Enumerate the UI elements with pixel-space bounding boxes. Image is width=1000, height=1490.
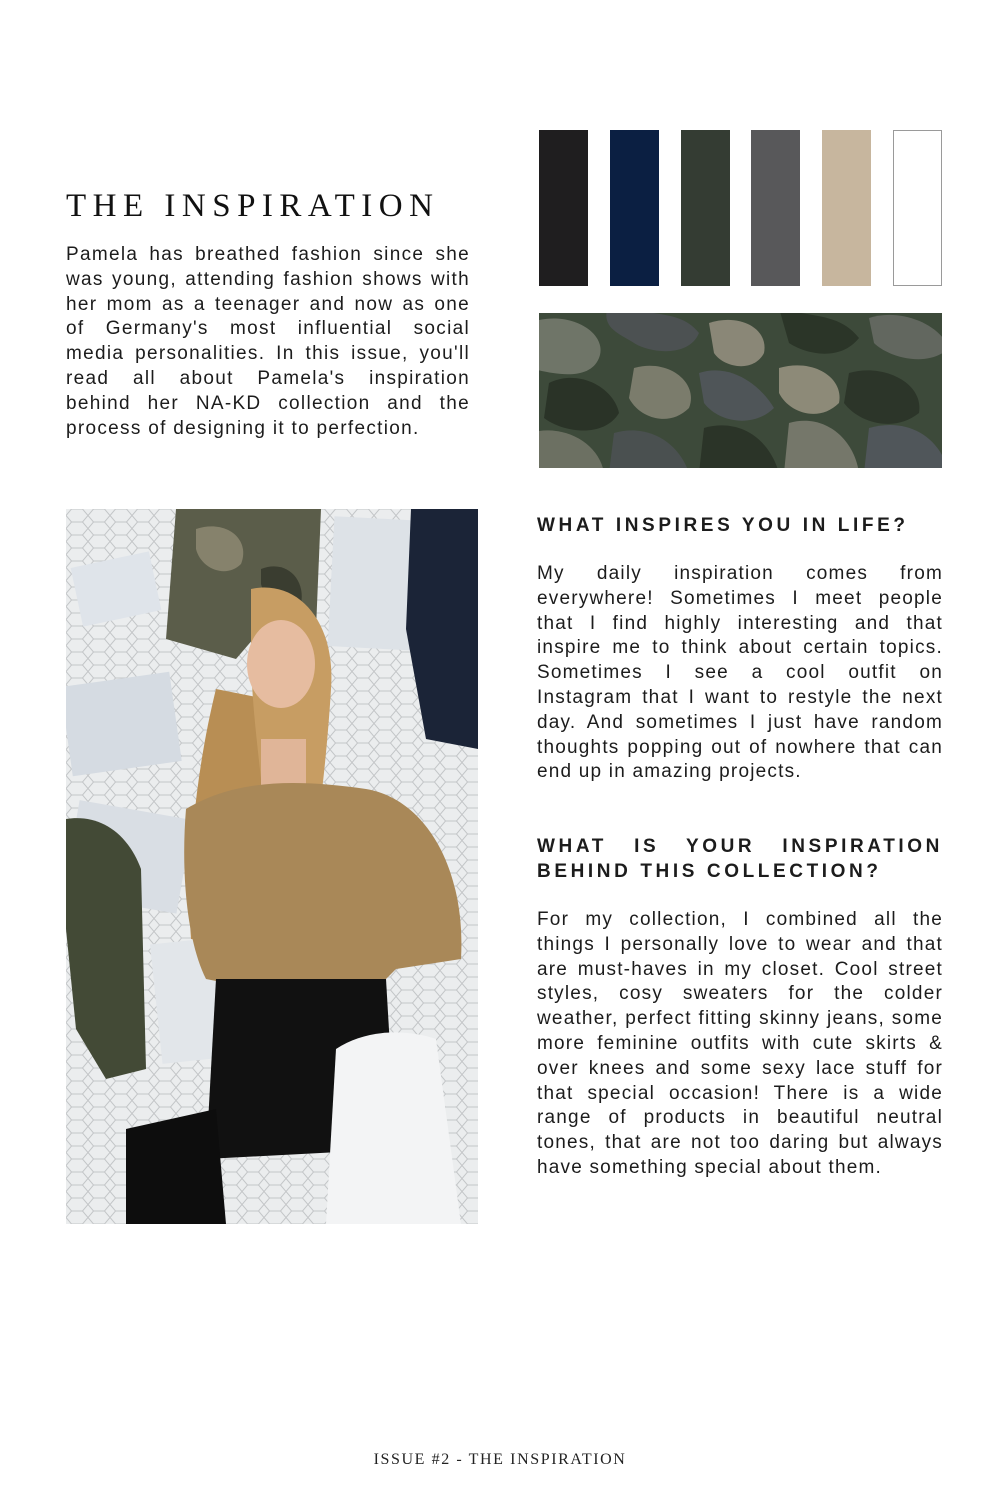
color-swatch-navy (610, 130, 659, 286)
question-heading: WHAT INSPIRES YOU IN LIFE? (537, 515, 909, 536)
camo-pattern-swatch (539, 313, 942, 468)
color-palette (539, 130, 942, 286)
color-swatch-black (539, 130, 588, 286)
page-footer: ISSUE #2 - THE INSPIRATION (373, 1451, 627, 1468)
color-swatch-beige (822, 130, 871, 286)
answer-paragraph: My daily inspiration comes from everywhere! Sometimes I meet people that I find highly interesting and that inspire me to think about certain topics. Sometimes I see a cool outfit on Instagram that I want to restyle the next day. And sometimes I just have random thoughts popping out of nowhere that can end up in amazing projects. (537, 563, 943, 783)
page-title: THE INSPIRATION (66, 188, 440, 224)
intro-paragraph: Pamela has breathed fashion since she was young, attending fashion shows with her mom as a teenager and now as one of Germany's most influential social media personalities. In this issue, you'll read all about Pamela's inspiration behind her NA-KD collection and the process of designing it to perfection. (66, 244, 470, 439)
question-heading: WHAT IS YOUR INSPIRATION BEHIND THIS COLLECTION? (537, 836, 943, 882)
color-swatch-white (893, 130, 942, 286)
model-photo (66, 509, 478, 1224)
color-swatch-olive (681, 130, 730, 286)
color-swatch-grey (751, 130, 800, 286)
answer-paragraph: For my collection, I combined all the things I personally love to wear and that are must-haves in my closet. Cool street styles, cosy sweaters for the colder weather, perfect fitting skinny jeans, some more feminine outfits with cute skirts & over knees and some sexy lace stuff for that special occasion! There is a wide range of products in beautiful neutral tones, that are not too daring but always have something special about them. (537, 909, 943, 1178)
